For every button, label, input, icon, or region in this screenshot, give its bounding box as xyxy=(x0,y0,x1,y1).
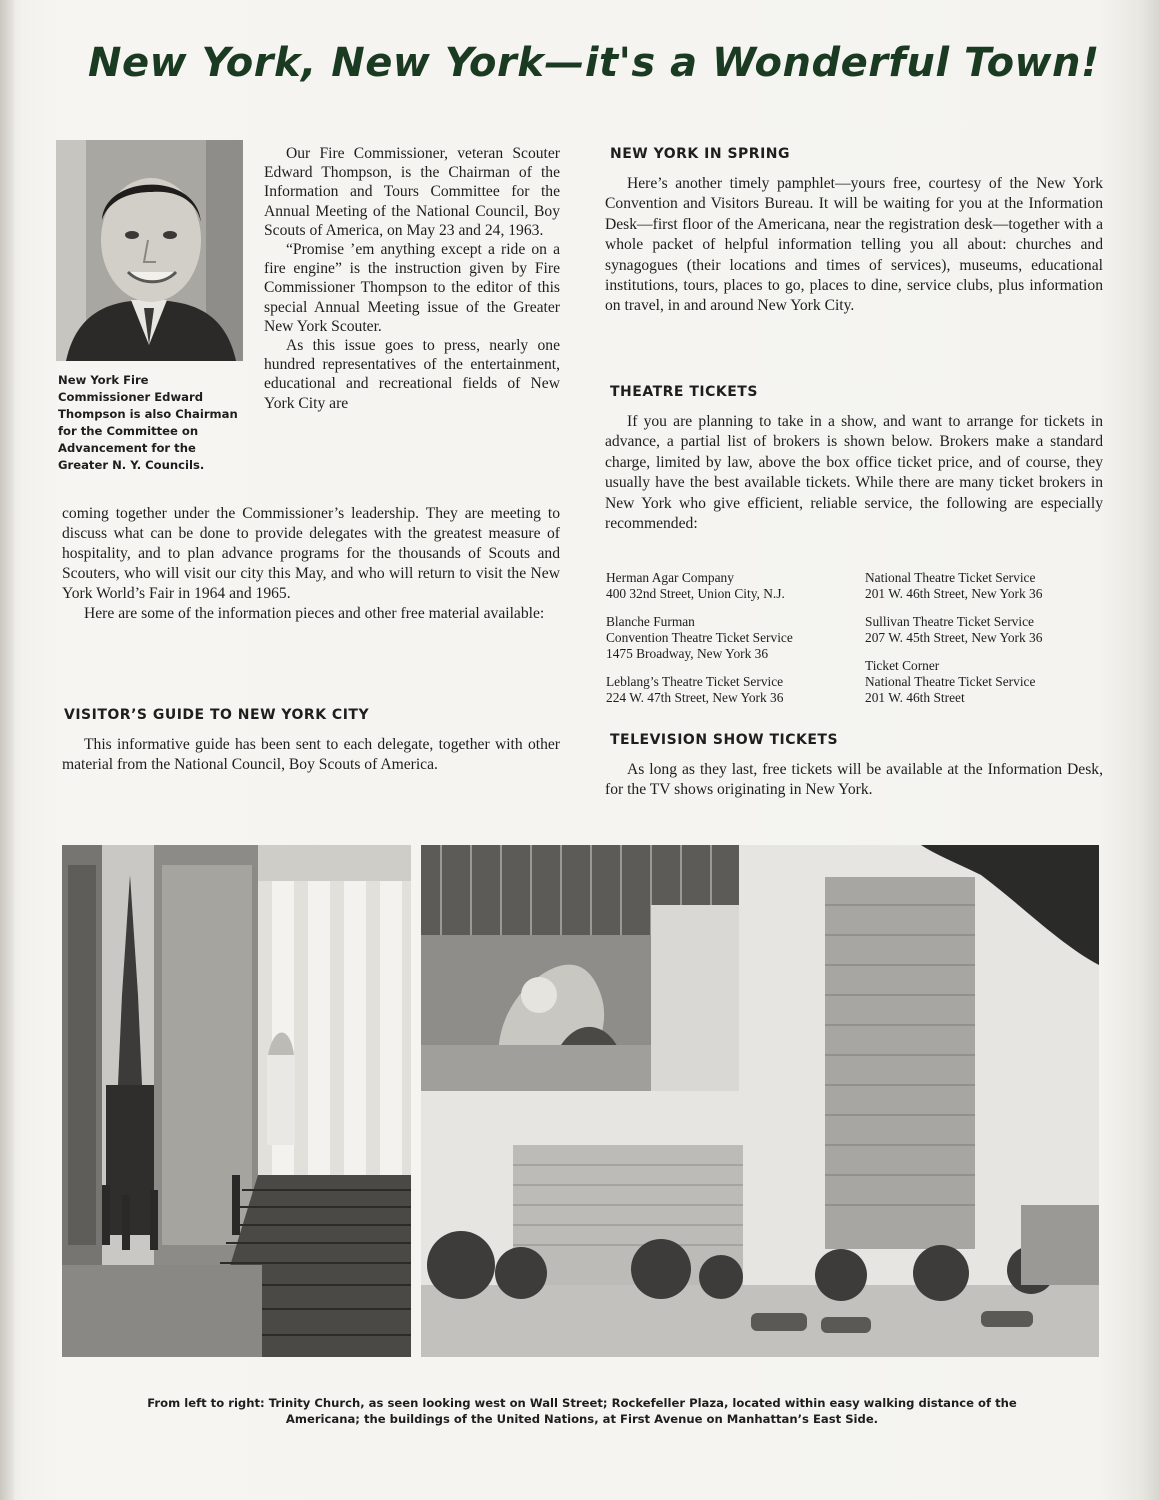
rockefeller-plaza-illustration xyxy=(421,845,739,1091)
broker-address: 201 W. 46th Street, New York 36 xyxy=(865,586,1043,601)
photo-caption-line-1: From left to right: Trinity Church, as seen looking west on Wall Street; Rockefeller Plaza, located within easy walking distance of the xyxy=(147,1396,1017,1410)
broker-service: Convention Theatre Ticket Service xyxy=(606,630,793,645)
theatre-text: If you are planning to take in a show, and want to arrange for tickets in advance, a partial list of brokers is shown below. Brokers make a standard charge, limited by law, above the box office ticket price, and of course, they usually have the best available tickets. While there are many ticket brokers in New York who give efficient, reliable service, the following are especially recommended: xyxy=(605,413,1103,533)
intro-column-narrow xyxy=(264,144,560,413)
visitors-guide-heading: VISITOR’S GUIDE TO NEW YORK CITY xyxy=(64,707,370,723)
photo-caption xyxy=(62,1395,1102,1427)
visitors-guide-body xyxy=(62,735,560,776)
intro-paragraph-4: Here are some of the information pieces and other free material available: xyxy=(84,605,545,622)
broker-entry xyxy=(606,674,783,706)
broker-entry xyxy=(865,658,1035,706)
theatre-heading: THEATRE TICKETS xyxy=(610,384,758,400)
portrait-illustration xyxy=(56,140,243,361)
broker-name: Blanche Furman xyxy=(606,614,695,629)
intro-paragraph-1: Our Fire Commissioner, veteran Scouter Edward Thompson, is the Chairman of the Information and Tours Committee for the Annual Meeting of the National Council, Boy Scouts of America, on May 23 and 24, 1963. xyxy=(264,145,560,239)
broker-name: National Theatre Ticket Service xyxy=(865,570,1036,585)
broker-service: National Theatre Ticket Service xyxy=(865,674,1036,689)
broker-list xyxy=(606,570,1102,710)
page-headline: New York, New York—it's a Wonderful Town! xyxy=(88,40,1100,86)
broker-name: Leblang’s Theatre Ticket Service xyxy=(606,674,784,689)
tv-text: As long as they last, free tickets will be available at the Information Desk, for the TV shows originating in New York. xyxy=(605,761,1103,799)
portrait-photo xyxy=(56,140,243,361)
broker-address: 1475 Broadway, New York 36 xyxy=(606,646,769,661)
tv-heading: TELEVISION SHOW TICKETS xyxy=(610,732,839,748)
broker-name: Sullivan Theatre Ticket Service xyxy=(865,614,1034,629)
spring-heading: NEW YORK IN SPRING xyxy=(610,146,790,162)
intro-paragraph-3-start: As this issue goes to press, nearly one hundred representatives of the entertainment, educational and recreational fields of New York City are xyxy=(264,337,560,412)
broker-entry xyxy=(865,570,1042,602)
visitors-guide-text: This informative guide has been sent to each delegate, together with other material from the National Council, Boy Scouts of America. xyxy=(62,736,560,774)
intro-column-wide xyxy=(62,504,560,624)
broker-address: 400 32nd Street, Union City, N.J. xyxy=(606,586,785,601)
page-binding-edge xyxy=(0,0,14,1500)
broker-address: 224 W. 47th Street, New York 36 xyxy=(606,690,784,705)
intro-paragraph-3-end: coming together under the Commissioner’s leadership. They are meeting to discuss what can be done to provide delegates with the greatest measure of hospitality, and to plan advance programs for the thousands of Scouts and Scouters, who will visit our city this May, and who will return to visit the New York World’s Fair in 1964 and 1965. xyxy=(62,505,560,602)
broker-name: Herman Agar Company xyxy=(606,570,734,585)
broker-address: 201 W. 46th Street xyxy=(865,690,965,705)
intro-paragraph-2: “Promise ’em anything except a ride on a fire engine” is the instruction given by Fire Commissioner Thompson to the editor of this special Annual Meeting issue of the Greater New York Scouter. xyxy=(264,241,560,335)
photo-caption-line-2: Americana; the buildings of the United Nations, at First Avenue on Manhattan’s East Side. xyxy=(285,1412,879,1426)
trinity-church-illustration xyxy=(62,845,411,1357)
theatre-body xyxy=(605,412,1103,534)
broker-entry xyxy=(865,614,1042,646)
trinity-church-photo xyxy=(62,845,411,1357)
rockefeller-plaza-photo xyxy=(421,845,739,1091)
broker-address: 207 W. 45th Street, New York 36 xyxy=(865,630,1043,645)
portrait-caption: New York Fire Commissioner Edward Thompson is also Chairman for the Committee on Advancement for the Greater N. Y. Councils. xyxy=(58,373,238,472)
broker-entry xyxy=(606,570,785,602)
broker-name: Ticket Corner xyxy=(865,658,940,673)
spring-text: Here’s another timely pamphlet—yours free, courtesy of the New York Convention and Visitors Bureau. It will be waiting for you at the Information Desk—first floor of the Americana, near the registration desk—together with a whole packet of helpful information telling you all about: churches and synagogues (their locations and times of services), museums, educational institutions, tours, places to go, places to dine, service clubs, plus information on travel, in and around New York City. xyxy=(605,175,1103,315)
broker-entry xyxy=(606,614,793,662)
tv-body xyxy=(605,760,1103,801)
spring-body xyxy=(605,174,1103,317)
